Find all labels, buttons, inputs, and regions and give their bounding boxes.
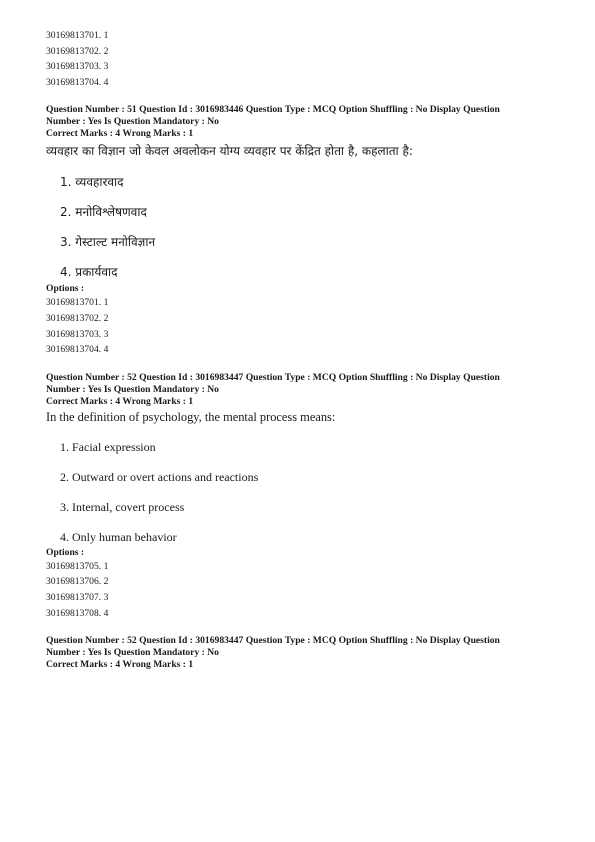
prev-options-list [46,28,556,90]
choice-1: 1. व्यवहारवाद [60,175,124,190]
choice-3: 3. गेस्टाल्ट मनोविज्ञान [60,235,156,250]
question-52-repeat [46,635,556,671]
option-code: 30169813708. 4 [46,607,109,619]
option-code: 30169813705. 1 [46,560,109,572]
question-header-line1: Question Number : 52 Question Id : 3016983447 Question Type : MCQ Option Shuffling : No Display Question [46,371,500,383]
question-header [46,104,556,140]
question-header [46,372,556,408]
question-51 [46,104,556,357]
option-code: 30169813707. 3 [46,591,109,603]
question-header-line1: Question Number : 52 Question Id : 3016983447 Question Type : MCQ Option Shuffling : No Display Question [46,635,500,647]
choice-3: 3. Internal, covert process [60,499,185,514]
question-header-line2: Number : Yes Is Question Mandatory : No [46,647,219,659]
question-marks: Correct Marks : 4 Wrong Marks : 1 [46,128,194,140]
document-page [46,28,556,671]
question-header-line2: Number : Yes Is Question Mandatory : No [46,116,219,128]
question-text: व्यवहार का विज्ञान जो केवल अवलोकन योग्य व्यवहार पर केंद्रित होता है, कहलाता है: [46,144,413,159]
option-code: 30169813702. 2 [46,45,109,57]
choice-4: 4. प्रकार्यवाद [60,265,118,280]
choice-2: 2. Outward or overt actions and reactions [60,469,259,484]
question-header-line1: Question Number : 51 Question Id : 3016983446 Question Type : MCQ Option Shuffling : No Display Question [46,104,500,116]
option-code: 30169813702. 2 [46,312,109,324]
question-header [46,635,556,671]
question-52 [46,372,556,621]
option-code: 30169813701. 1 [46,297,109,309]
option-code: 30169813704. 4 [46,76,109,88]
options-label: Options : [46,283,85,295]
question-header-line2: Number : Yes Is Question Mandatory : No [46,383,219,395]
option-code: 30169813701. 1 [46,30,109,41]
option-code: 30169813706. 2 [46,576,109,588]
question-text: In the definition of psychology, the mental process means: [46,409,336,424]
question-marks: Correct Marks : 4 Wrong Marks : 1 [46,659,194,671]
option-code: 30169813703. 3 [46,61,109,73]
question-marks: Correct Marks : 4 Wrong Marks : 1 [46,395,194,407]
option-code: 30169813704. 4 [46,344,109,356]
option-code: 30169813703. 3 [46,328,109,340]
choice-1: 1. Facial expression [60,439,156,454]
choice-4: 4. Only human behavior [60,529,177,544]
options-label: Options : [46,546,85,558]
choice-2: 2. मनोविश्लेषणवाद [60,205,147,220]
